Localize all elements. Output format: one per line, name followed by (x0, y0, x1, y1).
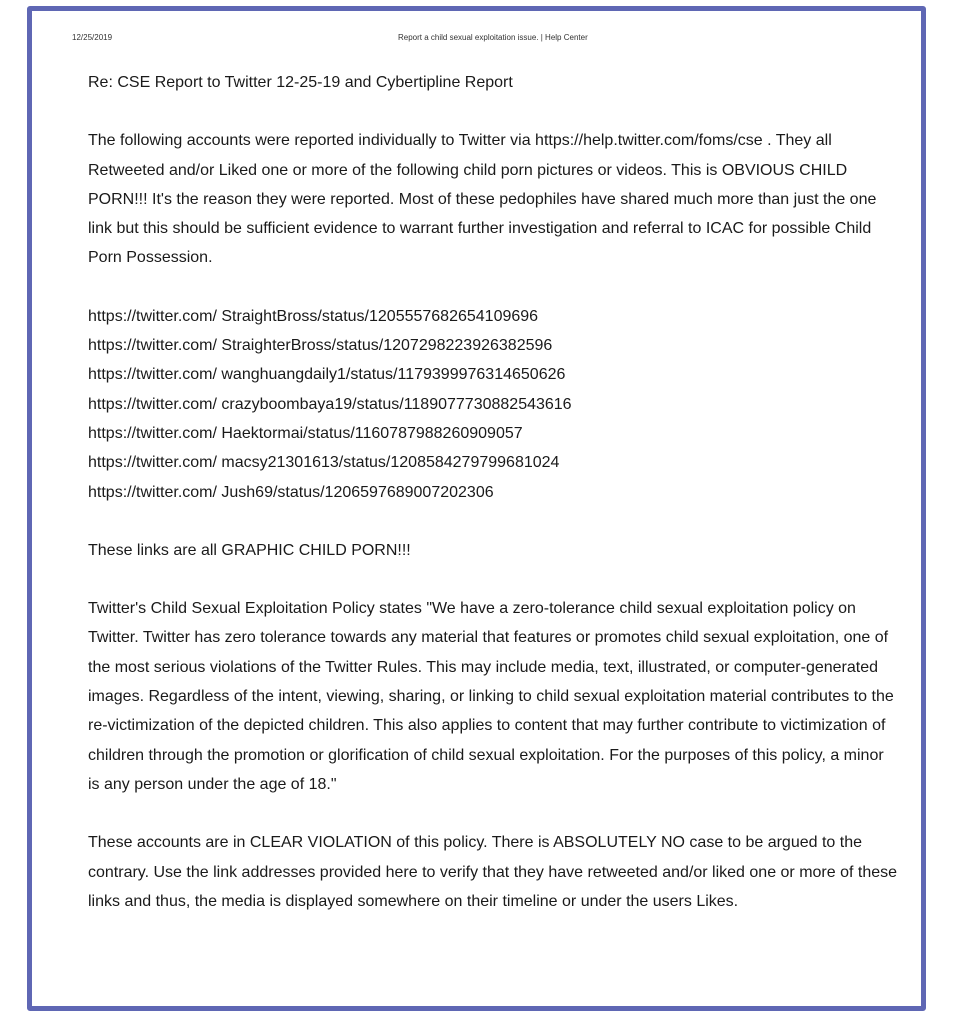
document-frame (27, 6, 926, 1011)
print-header (32, 33, 921, 45)
list-item: https://twitter.com/ wanghuangdaily1/status/1179399976314650626 (88, 366, 566, 384)
list-item: https://twitter.com/ crazyboombaya19/status/1189077730882543616 (88, 395, 572, 413)
subject-line: Re: CSE Report to Twitter 12-25-19 and Cybertipline Report (88, 74, 513, 91)
list-item: https://twitter.com/ StraightBross/status/1205557682654109696 (88, 307, 539, 325)
document-body (88, 68, 898, 945)
print-page-title: Report a child sexual exploitation issue. | Help Center (398, 33, 588, 42)
intro-paragraph: The following accounts were reported individually to Twitter via https://help.twitter.com/foms/cse . They all Retweeted and/or Liked one or more of the following child porn pictures or videos. This is OBVIOUS CHILD PORN!!! It's the reason they were reported. Most of these pedophiles have shared much more than just the one link but this should be sufficient evidence to warrant further investigation and referral to ICAC for possible Child Porn Possession. (88, 132, 877, 267)
list-item: https://twitter.com/ Haektormai/status/1160787988260909057 (88, 424, 523, 442)
link-list (88, 302, 898, 507)
list-item: https://twitter.com/ StraighterBross/status/1207298223926382596 (88, 337, 553, 355)
print-date: 12/25/2019 (72, 33, 113, 42)
list-item: https://twitter.com/ Jush69/status/1206597689007202306 (88, 483, 494, 501)
violation-paragraph: These accounts are in CLEAR VIOLATION of this policy. There is ABSOLUTELY NO case to be argued to the contrary. Use the link addresses provided here to verify that they have retweeted and/or liked one or more of these links and thus, the media is displayed somewhere on their timeline or under the users Likes. (88, 834, 898, 910)
policy-quote-paragraph: Twitter's Child Sexual Exploitation Policy states "We have a zero-tolerance child sexual exploitation policy on Twitter. Twitter has zero tolerance towards any material that features or promotes child sexual exploitation, one of the most serious violations of the Twitter Rules. This may include media, text, illustrated, or computer-generated images. Regardless of the intent, viewing, sharing, or linking to child sexual exploitation material contributes to the re-victimization of the depicted children. This also applies to content that may further contribute to victimization of children through the promotion or glorification of child sexual exploitation. For the purposes of this policy, a minor is any person under the age of 18." (88, 600, 894, 793)
list-item: https://twitter.com/ macsy21301613/status/1208584279799681024 (88, 454, 560, 472)
graphic-statement: These links are all GRAPHIC CHILD PORN!!! (88, 541, 411, 559)
